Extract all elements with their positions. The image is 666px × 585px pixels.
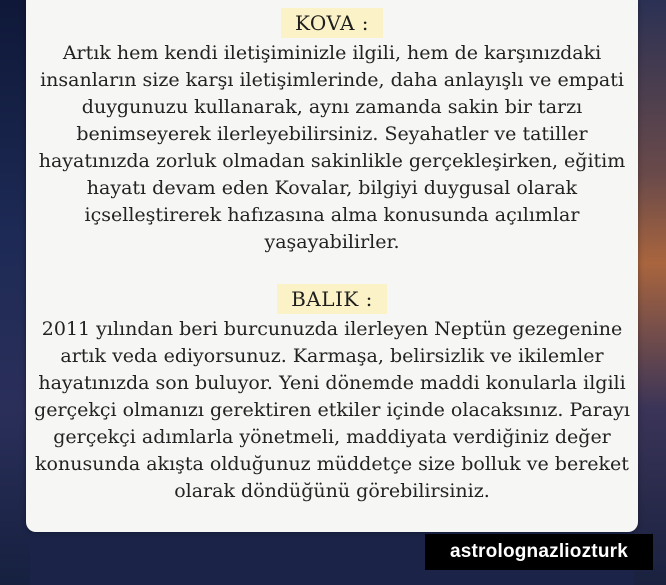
- kova-text-line: yaşayabilirler.: [264, 231, 400, 253]
- kova-text-line: içselleştirerek hafızasına alma konusunda açılımlar: [84, 204, 580, 226]
- kova-section: [26, 8, 638, 256]
- kova-text-line: hayatınızda zorluk olmadan sakinlikle gerçekleşirken, eğitim: [38, 150, 626, 172]
- kova-text-line: hayatı devam eden Kovalar, bilgiyi duygusal olarak: [86, 177, 578, 199]
- watermark-label: astrolognazliozturk: [425, 534, 653, 570]
- balik-text-line: olarak döndüğünü görebilirsiniz.: [174, 480, 490, 502]
- balik-text-line: gerçekçi olmanızı gerektiren etkiler içinde olacaksınız. Parayı: [34, 399, 630, 421]
- background-right-edge: [634, 0, 666, 585]
- balik-text-line: gerçekçi adımlarla yönetmeli, maddiyata verdiğiniz değer: [53, 426, 611, 448]
- balik-text-line: artık veda ediyorsunuz. Karmaşa, belirsizlik ve ikilemler: [60, 345, 604, 367]
- kova-text-line: insanların size karşı iletişimlerinde, daha anlayışlı ve empati: [40, 69, 624, 91]
- balik-text-line: konusunda akışta olduğunuz müddetçe size bolluk ve bereket: [35, 453, 629, 475]
- kova-text-line: Artık hem kendi iletişiminizle ilgili, hem de karşınızdaki: [62, 42, 602, 64]
- balik-section: [26, 284, 638, 505]
- kova-heading: KOVA :: [281, 8, 383, 38]
- balik-heading: BALIK :: [277, 284, 387, 314]
- balik-text-line: hayatınızda son buluyor. Yeni dönemde maddi konularla ilgili: [38, 372, 626, 394]
- balik-text-line: 2011 yılından beri burcunuzda ilerleyen Neptün gezegenine: [41, 318, 623, 340]
- horoscope-text-panel: [26, 0, 638, 532]
- kova-text-line: benimseyerek ilerleyebilirsiniz. Seyahatler ve tatiller: [76, 123, 588, 145]
- kova-text-line: duygunuzu kullanarak, aynı zamanda sakin bir tarzı: [81, 96, 583, 118]
